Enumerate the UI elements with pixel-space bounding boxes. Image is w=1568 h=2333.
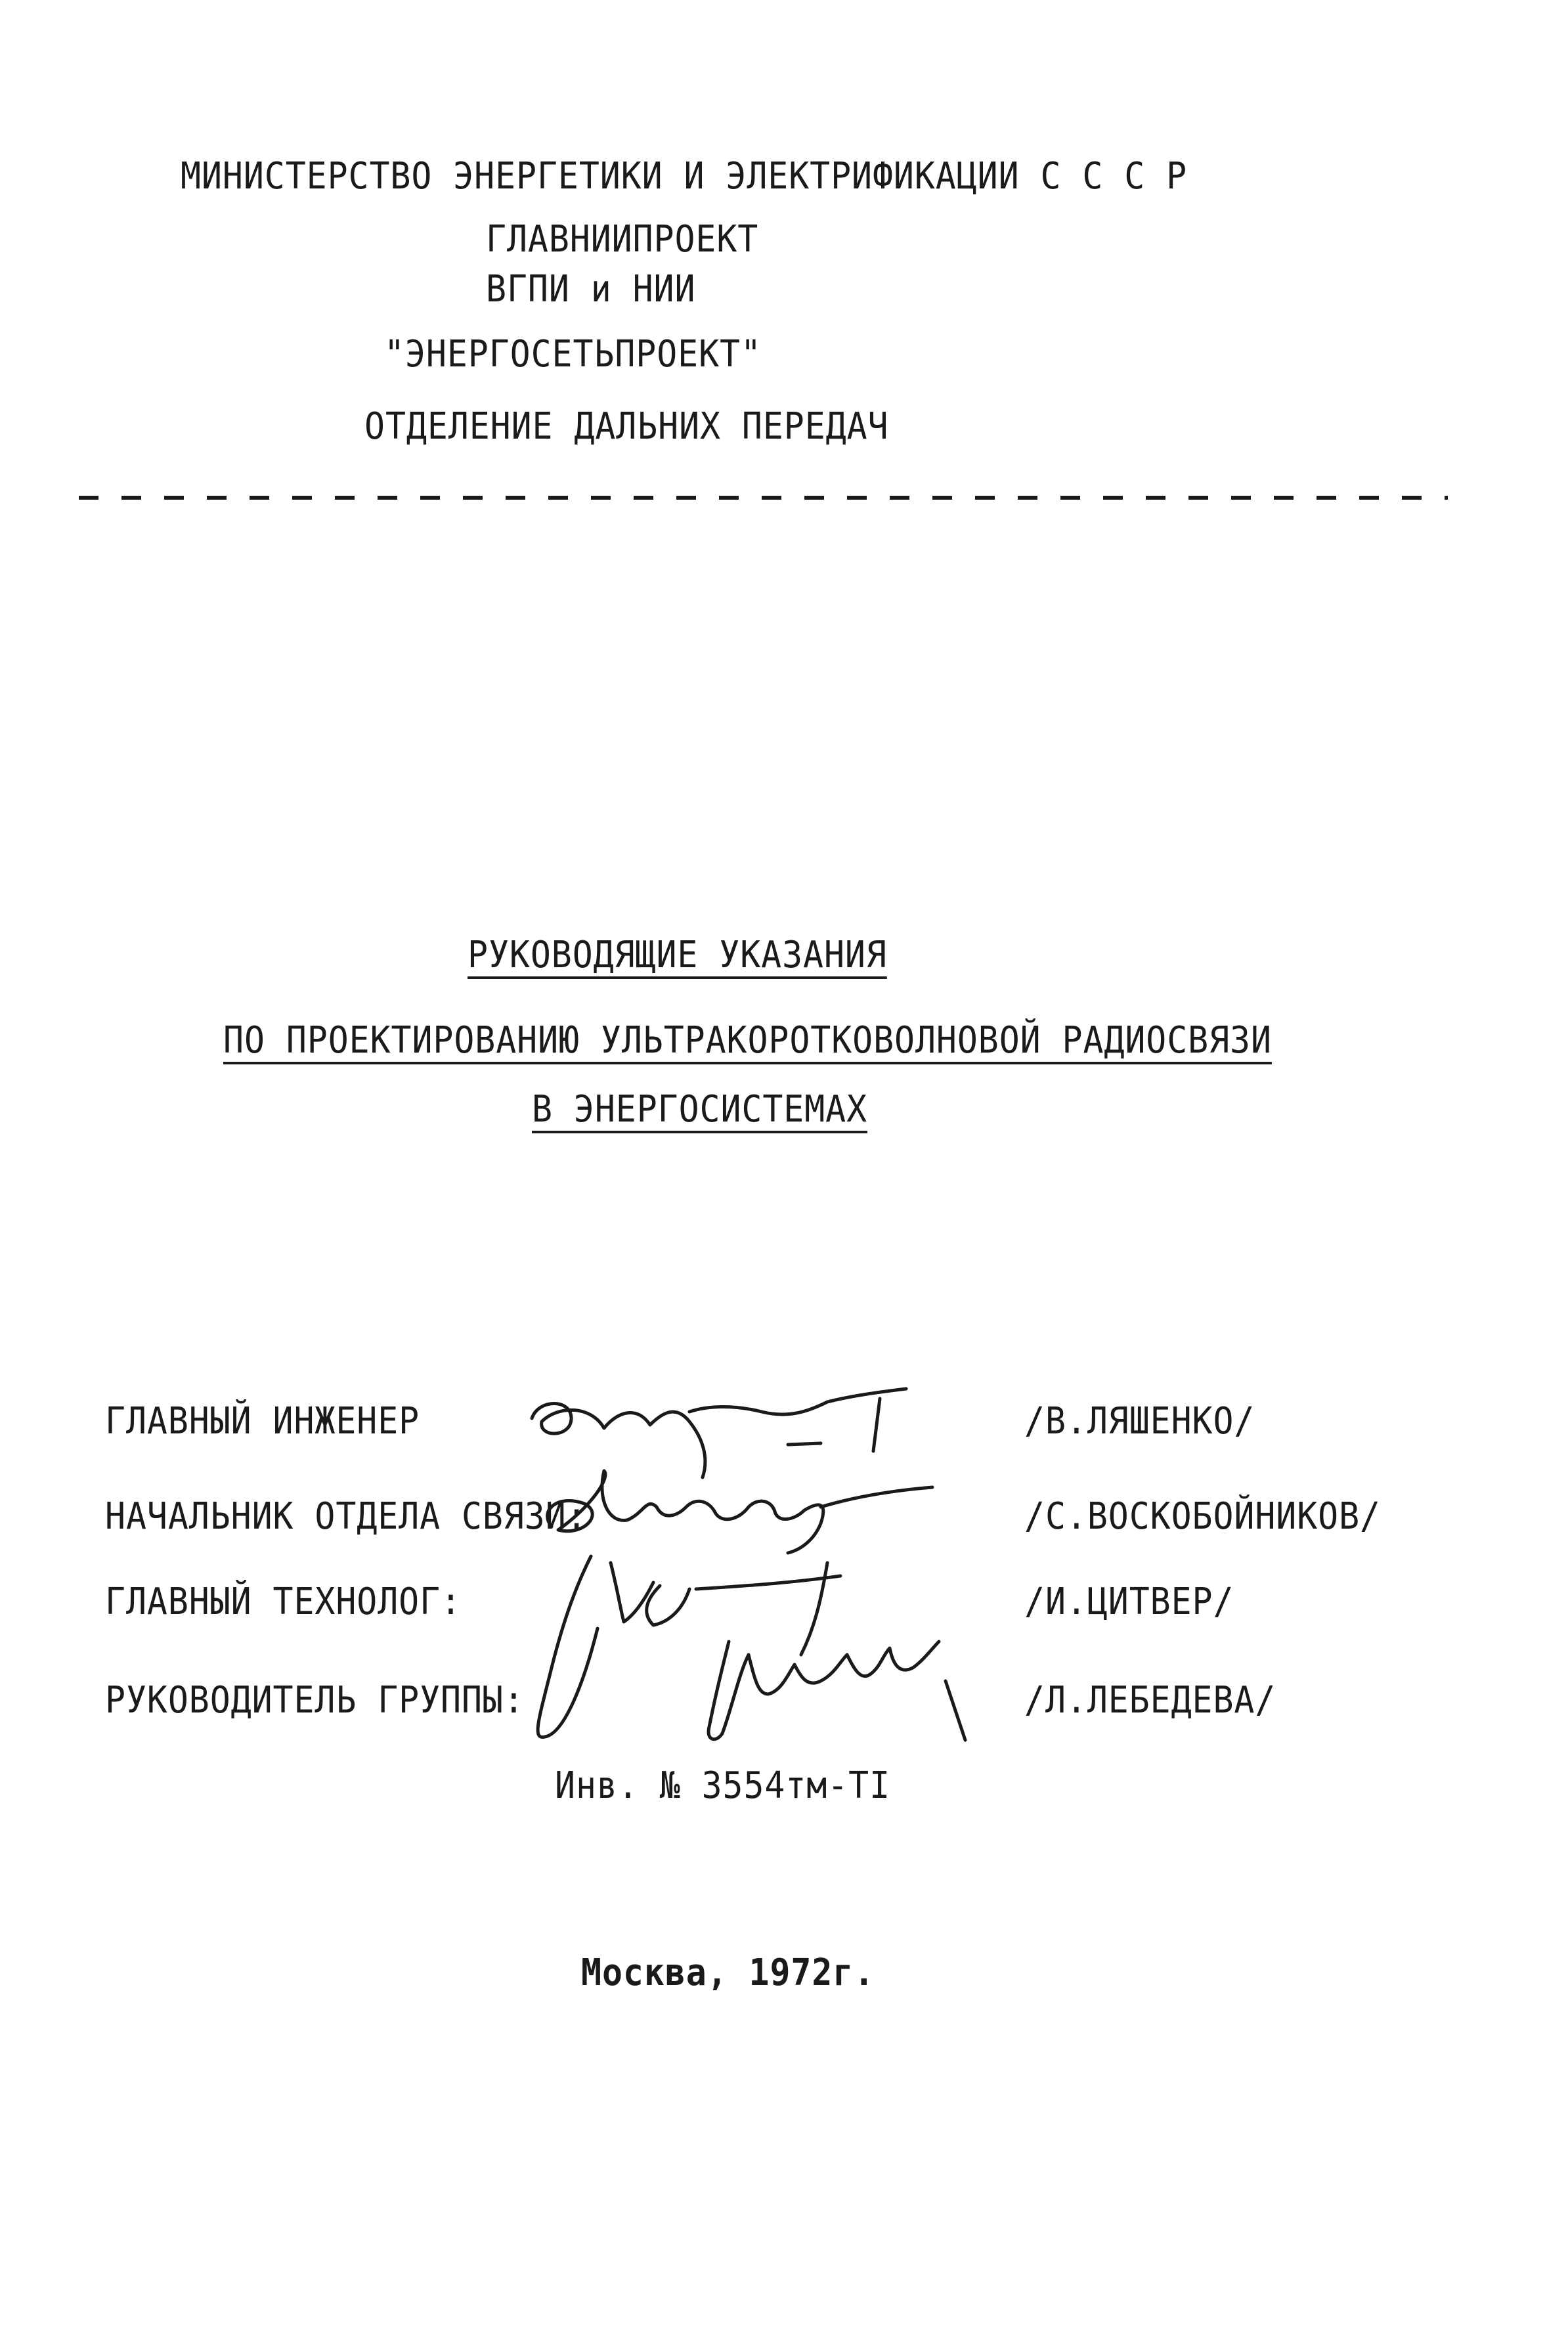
signature-group-leader: [708, 1642, 965, 1740]
dashed-separator: [79, 496, 1448, 500]
place-and-date: Москва, 1972г.: [581, 1951, 875, 1994]
vgpi-name: ВГПИ и НИИ: [486, 268, 696, 311]
institute-name: "ЭНЕРГОСЕТЬПРОЕКТ": [384, 333, 762, 376]
role-head-comm-dept: НАЧАЛЬНИК ОТДЕЛА СВЯЗИ:: [105, 1495, 588, 1538]
signature-head-comm-dept: [548, 1471, 932, 1553]
signature-chief-engineer: [532, 1389, 906, 1477]
signatures-graphic: [512, 1366, 1011, 1747]
name-lyashenko: /В.ЛЯШЕНКО/: [1024, 1400, 1255, 1443]
ministry-name: МИНИСТЕРСТВО ЭНЕРГЕТИКИ И ЭЛЕКТРИФИКАЦИИ С С С Р: [181, 155, 1188, 198]
title-line-2: ПО ПРОЕКТИРОВАНИЮ УЛЬТРАКОРОТКОВОЛНОВОЙ РАДИОСВЯЗИ: [223, 1019, 1272, 1062]
title-line-1: РУКОВОДЯЩИЕ УКАЗАНИЯ: [468, 934, 887, 976]
name-tsitver: /И.ЦИТВЕР/: [1024, 1581, 1234, 1623]
title-line-3: В ЭНЕРГОСИСТЕМАХ: [532, 1088, 868, 1131]
department-name: ОТДЕЛЕНИЕ ДАЛЬНИХ ПЕРЕДАЧ: [364, 405, 889, 448]
role-group-leader: РУКОВОДИТЕЛЬ ГРУППЫ:: [105, 1679, 525, 1722]
inventory-number: Инв. № 3554тм-ТI: [555, 1764, 891, 1807]
role-chief-engineer: ГЛАВНЫЙ ИНЖЕНЕР: [105, 1400, 420, 1443]
name-voskoboynikov: /С.ВОСКОБОЙНИКОВ/: [1024, 1495, 1381, 1538]
glavproekt-name: ГЛАВНИИПРОЕКТ: [486, 218, 759, 261]
signature-chief-technologist: [538, 1556, 840, 1737]
role-chief-technologist: ГЛАВНЫЙ ТЕХНОЛОГ:: [105, 1581, 462, 1623]
name-lebedeva: /Л.ЛЕБЕДЕВА/: [1024, 1679, 1276, 1722]
